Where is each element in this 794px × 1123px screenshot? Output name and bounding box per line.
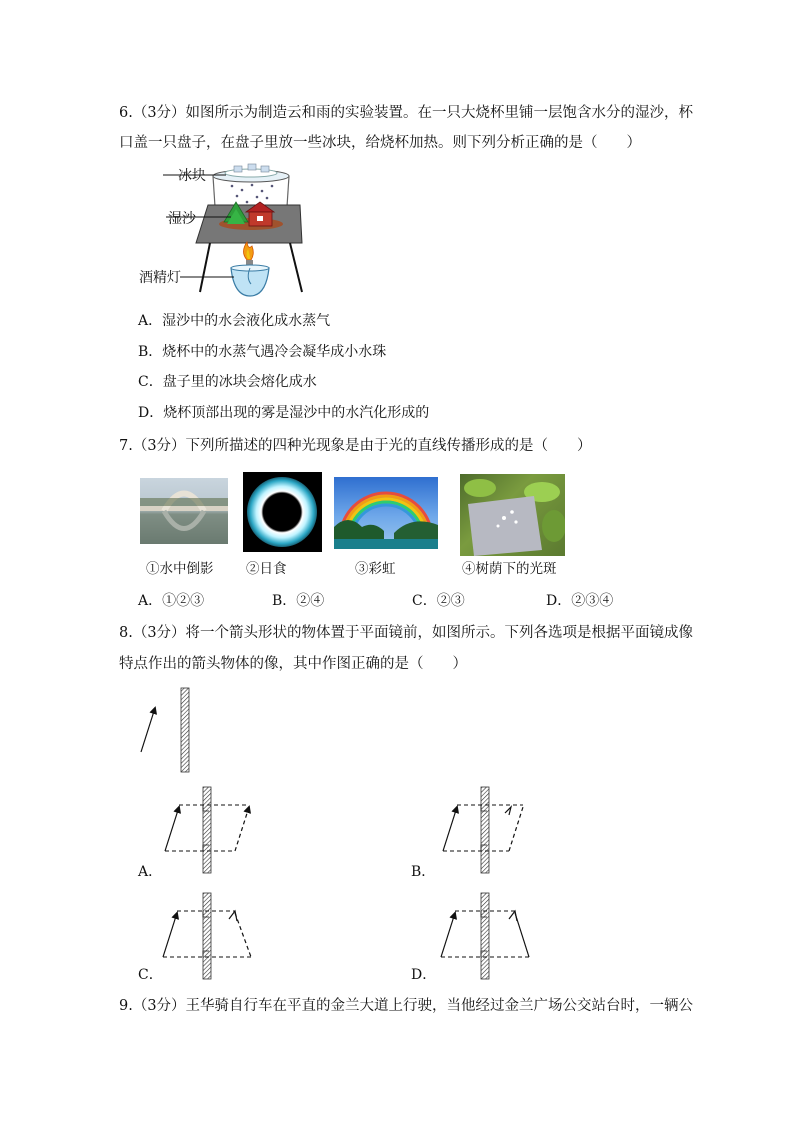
q6-stem-line1: 6.（3分）如图所示为制造云和雨的实验装置。在一只大烧杯里铺一层饱含水分的湿沙，杯 xyxy=(119,105,694,121)
q8-option-b-label[interactable]: B． xyxy=(411,864,436,880)
option-c-diagram xyxy=(155,891,265,981)
q7-stem: 7.（3分）下列所描述的四种光现象是由于光的直线传播形成的是（ ） xyxy=(119,438,592,454)
q8-option-d-label[interactable]: D． xyxy=(411,967,437,983)
q8-option-a-label[interactable]: A． xyxy=(138,864,163,880)
lamp-label: 酒精灯 xyxy=(139,270,181,286)
q6-option-d[interactable]: D．烧杯顶部出现的雾是湿沙中的水汽化形成的 xyxy=(138,405,430,421)
solar-eclipse-photo xyxy=(243,472,322,552)
q8-stem-line1: 8.（3分）将一个箭头形状的物体置于平面镜前，如图所示。下列各选项是根据平面镜成像 xyxy=(119,625,694,641)
q6-option-b[interactable]: B．烧杯中的水蒸气遇冷会凝华成小水珠 xyxy=(138,344,387,360)
sand-label: 湿沙 xyxy=(168,211,196,227)
caption-light-spots: ④树荫下的光斑 xyxy=(462,561,557,577)
light-spots-photo xyxy=(460,474,565,556)
object-arrow-figure xyxy=(135,686,195,776)
bridge-reflection-photo xyxy=(140,478,228,544)
q6-option-c[interactable]: C．盘子里的冰块会熔化成水 xyxy=(138,374,317,390)
q6-stem-line2: 口盖一只盘子，在盘子里放一些冰块，给烧杯加热。则下列分析正确的是（ ） xyxy=(119,135,641,151)
q7-option-a[interactable]: A．①②③ xyxy=(138,593,205,609)
q8-option-c-label[interactable]: C． xyxy=(138,967,163,983)
q7-option-b[interactable]: B．②④ xyxy=(272,593,325,609)
rainbow-photo xyxy=(334,477,438,549)
q7-option-c[interactable]: C．②③ xyxy=(412,593,465,609)
option-b-diagram xyxy=(433,785,543,875)
q6-option-a[interactable]: A．湿沙中的水会液化成水蒸气 xyxy=(138,313,331,329)
ice-label: 冰块 xyxy=(178,168,206,184)
option-d-diagram xyxy=(433,891,543,981)
cloud-rain-apparatus-figure xyxy=(130,160,330,300)
q9-stem: 9.（3分）王华骑自行车在平直的金兰大道上行驶，当他经过金兰广场公交站台时，一辆公 xyxy=(119,998,694,1014)
option-a-diagram xyxy=(155,785,265,875)
q7-option-d[interactable]: D．②③④ xyxy=(546,593,614,609)
caption-rainbow: ③彩虹 xyxy=(355,561,396,577)
q8-stem-line2: 特点作出的箭头物体的像，其中作图正确的是（ ） xyxy=(119,656,467,672)
caption-reflection: ①水中倒影 xyxy=(146,561,214,577)
caption-eclipse: ②日食 xyxy=(246,561,287,577)
